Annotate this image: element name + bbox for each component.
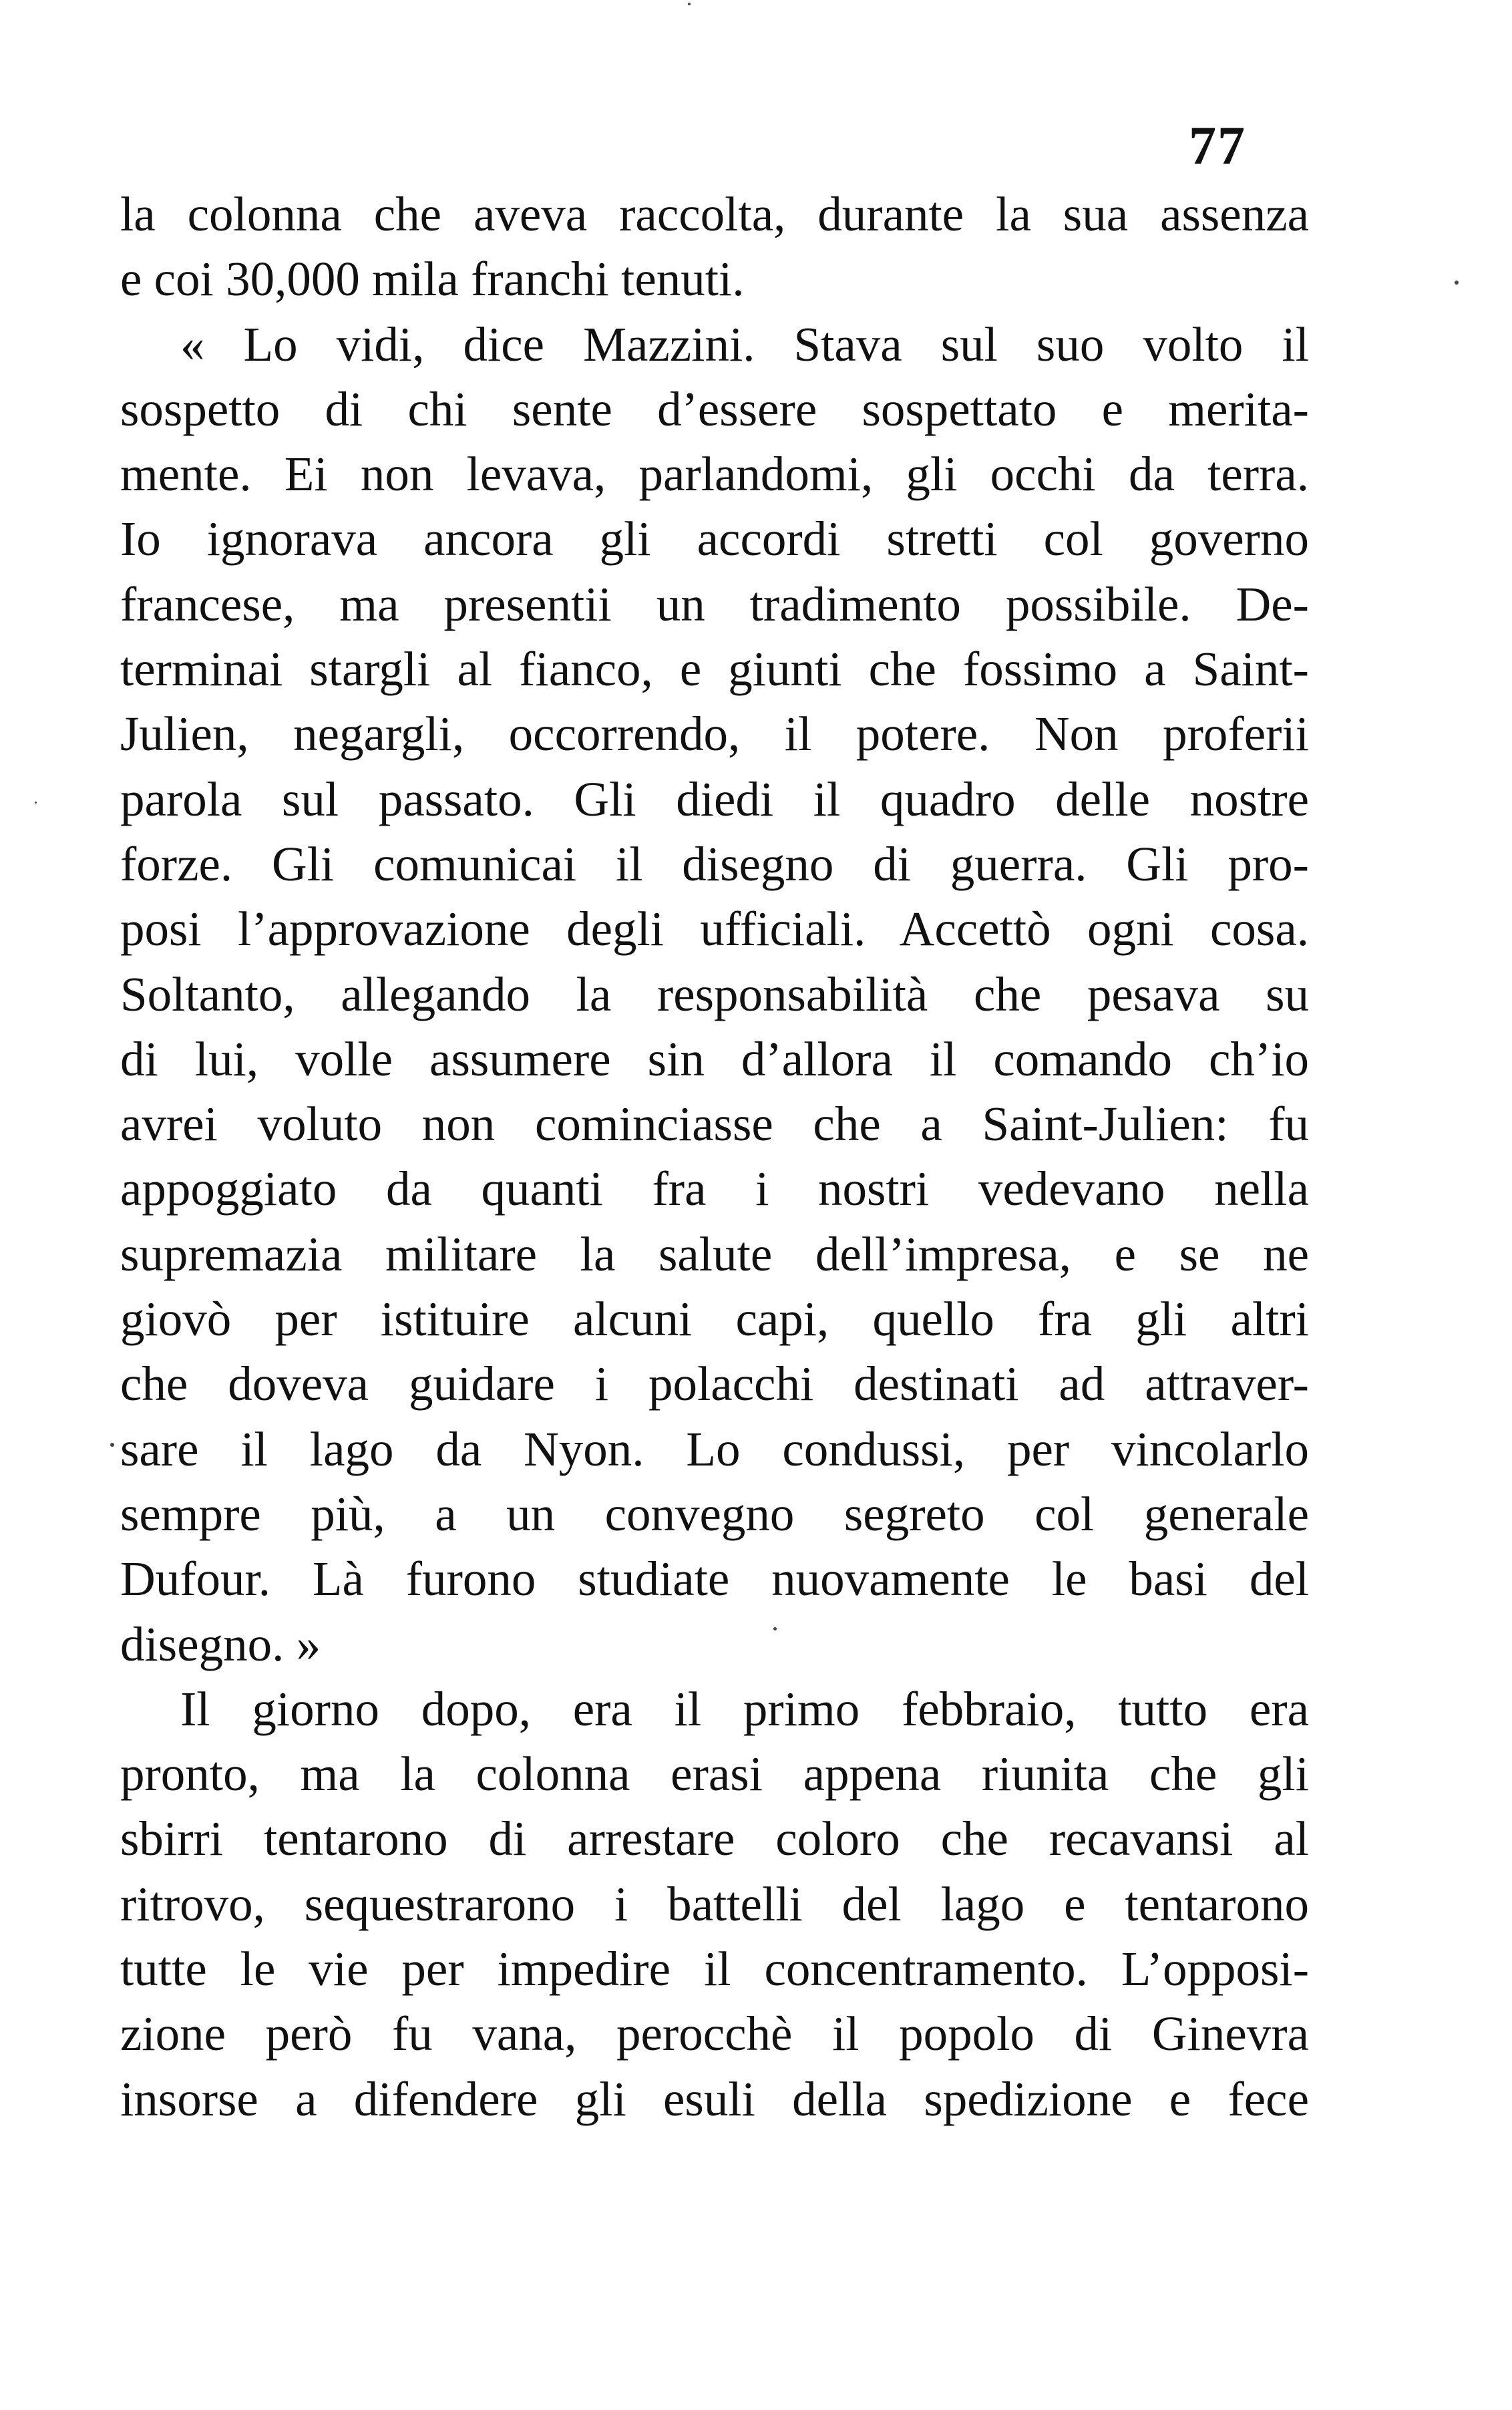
text-line: terminai stargli al fianco, e giunti che fossimo a Saint- [120, 642, 1309, 697]
text-line: zione però fu vana, perocchè il popolo di Ginevra [120, 2007, 1309, 2061]
scan-speck [773, 1627, 777, 1630]
body-text [120, 182, 1309, 2131]
text-line: sospetto di chi sente d’essere sospettato e merita- [120, 381, 1309, 436]
text-line: Soltanto, allegando la responsabilità che pesava su [120, 967, 1309, 1021]
text-line: di lui, volle assumere sin d’allora il comando ch’io [120, 1031, 1309, 1086]
text-line: supremazia militare la salute dell’impresa, e se ne [120, 1226, 1309, 1281]
scan-speck [688, 3, 691, 5]
text-line: appoggiato da quanti fra i nostri vedevano nella [120, 1162, 1309, 1216]
text-line: e coi 30,000 mila franchi tenuti. [120, 252, 745, 307]
scan-speck [1455, 281, 1459, 285]
text-line: Io ignorava ancora gli accordi stretti col governo [120, 512, 1309, 566]
scan-speck [35, 802, 37, 804]
text-line: ritrovo, sequestrarono i battelli del lago e tentarono [120, 1876, 1309, 1931]
text-line: pronto, ma la colonna erasi appena riunita che gli [120, 1747, 1309, 1801]
text-line: Julien, negargli, occorrendo, il potere. Non proferii [120, 707, 1309, 761]
text-line: parola sul passato. Gli diedi il quadro delle nostre [120, 771, 1309, 826]
text-line: sempre più, a un convegno segreto col generale [120, 1486, 1309, 1541]
text-line: che doveva guidare i polacchi destinati ad attraver- [120, 1357, 1309, 1411]
text-line: Dufour. Là furono studiate nuovamente le basi del [120, 1552, 1309, 1606]
text-line: la colonna che aveva raccolta, durante la sua assenza [120, 187, 1309, 241]
text-line: insorse a difendere gli esuli della spedizione e fece [120, 2071, 1309, 2126]
text-line: mente. Ei non levava, parlandomi, gli occhi da terra. [120, 447, 1309, 502]
scan-speck [110, 1443, 114, 1447]
text-line: giovò per istituire alcuni capi, quello fra gli altri [120, 1292, 1309, 1347]
text-line: disegno. » [120, 1616, 321, 1671]
text-line: forze. Gli comunicai il disegno di guerra. Gli pro- [120, 836, 1309, 891]
text-line: francese, ma presentii un tradimento possibile. De- [120, 576, 1309, 631]
text-line: sbirri tentarono di arrestare coloro che recavansi al [120, 1812, 1309, 1866]
text-line: sare il lago da Nyon. Lo condussi, per vincolarlo [120, 1421, 1309, 1476]
text-line: « Lo vidi, dice Mazzini. Stava sul suo volto il [180, 317, 1309, 371]
text-line: Il giorno dopo, era il primo febbraio, tutto era [180, 1681, 1309, 1736]
text-line: avrei voluto non cominciasse che a Saint-Julien: fu [120, 1097, 1309, 1152]
text-line: tutte le vie per impedire il concentramento. L’opposi- [120, 1942, 1309, 1997]
text-line: posi l’approvazione degli ufficiali. Accettò ogni cosa. [120, 902, 1309, 957]
page-number: 77 [1189, 115, 1246, 176]
